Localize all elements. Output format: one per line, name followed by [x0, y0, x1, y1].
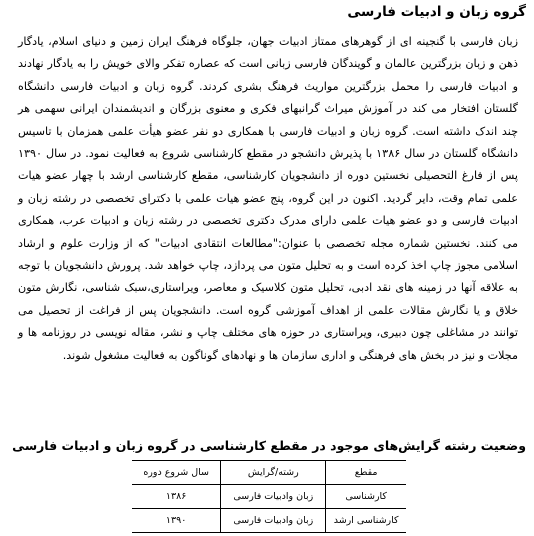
header-field: رشته/گرایش — [221, 461, 326, 485]
header-year: سال شروع دوره — [132, 461, 221, 485]
cell-year: ۱۳۸۶ — [132, 485, 221, 509]
section-title: وضعیت رشته گرایش‌های موجود در مقطع کارشناسی در گروه زبان و ادبیات فارسی — [12, 438, 526, 453]
cell-level: کارشناسی ارشد — [326, 509, 406, 533]
table-row — [132, 485, 406, 509]
page-title: گروه زبان و ادبیات فارسی — [347, 4, 526, 20]
cell-level: کارشناسی — [326, 485, 406, 509]
header-level: مقطع — [326, 461, 406, 485]
table-row — [132, 509, 406, 533]
body-paragraph: زبان فارسی با گنجینه ای از گوهرهای ممتاز ادبیات جهان، جلوگاه فرهنگ ایران زمین و دنیای اسلام، یادگار ذهن و زبان بزرگترین عالمان و گویندگان فارسی زبانی است که عصاره تفکر والای خویش را به یادگار نهادند و ادبیات فارسی را محمل بزرگترین مواریث فرهنگ بشری کردند. گروه زبان و ادبیات فارسی دانشگاه گلستان افتخار می کند در آموزش میراث گرانبهای فکری و معنوی بزرگان و اندیشمندان ایرانی سهمی هر چند اندک داشته است. گروه زبان و ادبیات فارسی با همکاری دو نفر عضو هیأت علمی همزمان با تاسیس دانشگاه گلستان در سال ۱۳۸۶ با پذیرش دانشجو در مقطع کارشناسی شروع به فعالیت نمود. در سال ۱۳۹۰ پس از فارغ التحصیلی نخستین دوره از دانشجویان کارشناسی، مقطع کارشناسی ارشد با چهار عضو هیات علمی تمام وقت، دایر گردید. اکنون در این گروه، پنج عضو هیات علمی با دکترای تخصصی در رشته زبان و ادبیات فارسی و دو عضو هیات علمی دارای مدرک دکتری تخصصی در رشته زبان و ادبیات عرب، همکاری می کنند. نخستین شماره مجله تخصصی با عنوان:"مطالعات انتقادی ادبیات" که از وزارت علوم و ارشاد اسلامی مجوز چاپ اخذ کرده است و به تحلیل متون می پردازد، چاپ خواهد شد. پرورش دانشجویان با توجه به علاقه آنها در زمینه های نقد ادبی، تحلیل متون کلاسیک و معاصر، ویراستاری،سبک شناسی، نگارش متون خلاق و یا نگارش مقالات علمی از اهداف آموزشی گروه است. دانشجویان پس از فراغت از تحصیل می توانند در مشاغلی چون دبیری، ویراستاری در حوزه های مختلف چاپ و نشر، مقاله نویسی در روزنامه ها و مجلات و نیز در بخش های فرهنگی و اداری سازمان ها و نهادهای گوناگون به فعالیت مشغول شوند. — [18, 35, 518, 362]
degree-table — [132, 460, 406, 533]
table-header-row — [132, 461, 406, 485]
cell-year: ۱۳۹۰ — [132, 509, 221, 533]
cell-field: زبان وادبیات فارسی — [221, 509, 326, 533]
cell-field: زبان وادبیات فارسی — [221, 485, 326, 509]
